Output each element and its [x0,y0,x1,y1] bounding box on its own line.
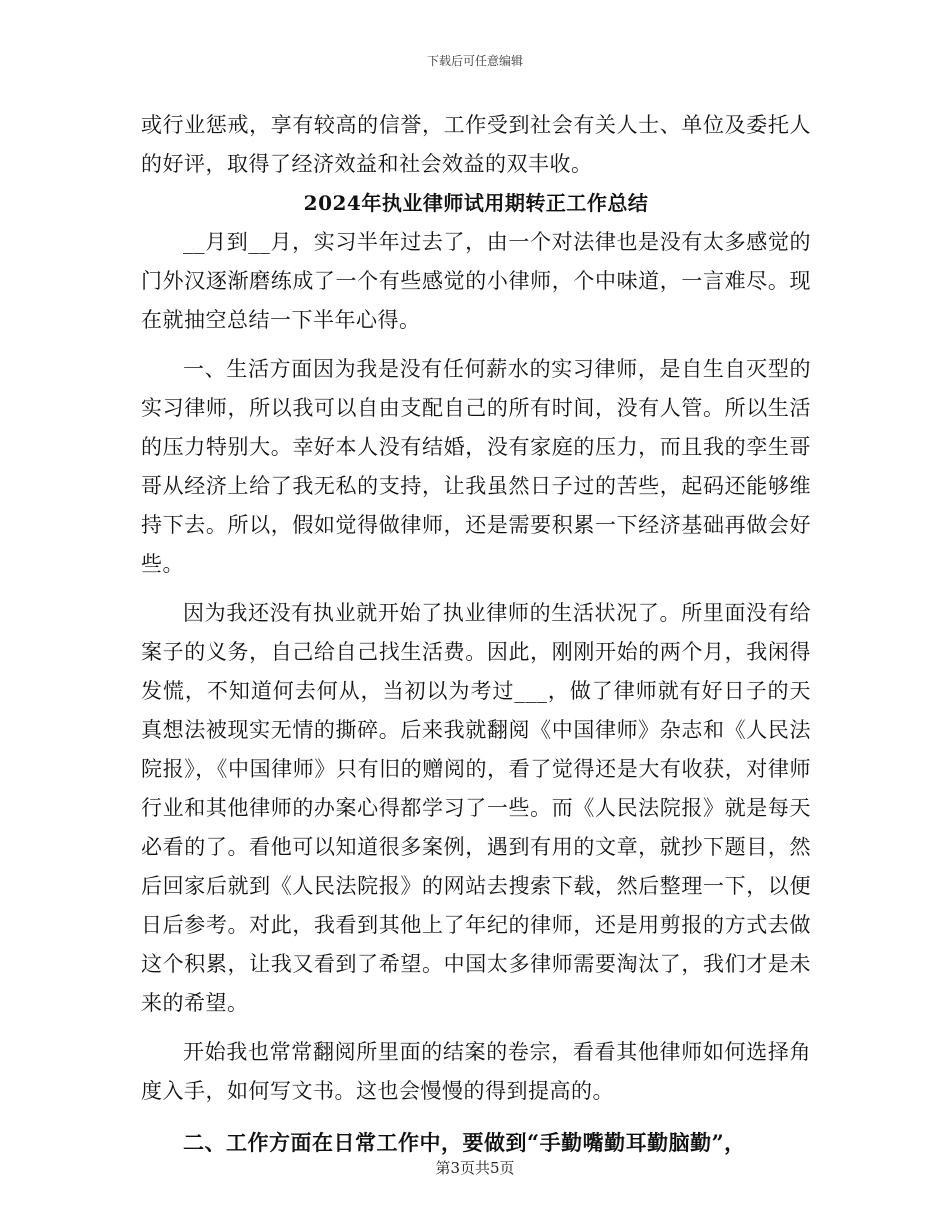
paragraph-life-aspect: 一、生活方面因为我是没有任何薪水的实习律师，是自生自灭型的实习律师，所以我可以自由支配自己的所有时间，没有人管。所以生活的压力特别大。幸好本人没有结婚，没有家庭的压力，而且我的孪生哥哥从经济上给了我无私的支持，让我虽然日子过的苦些，起码还能够维持下去。所以，假如觉得做律师，还是需要积累一下经济基础再做会好些。 [141,357,811,576]
intro-tail-paragraph: 或行业惩戒，享有较高的信誉，工作受到社会有关人士、单位及委托人的好评，取得了经济效益和社会效益的双丰收。 [141,113,811,176]
document-body [141,106,811,1162]
section-two-heading: 二、工作方面在日常工作中，要做到“手勤嘴勤耳勤脑勤”， [183,1130,746,1155]
document-title: 2024年执业律师试用期转正工作总结 [303,191,649,215]
page-number: 第3页共5页 [435,1159,515,1177]
page-header-note: 下载后可任意编辑 [426,54,523,68]
paragraph-case-files: 开始我也常常翻阅所里面的结案的卷宗，看看其他律师如何选择角度入手，如何写文书。这也会慢慢的得到提高的。 [141,1040,811,1103]
paragraph-practice-status: 因为我还没有执业就开始了执业律师的生活状况了。所里面没有给案子的义务，自己给自己找生活费。因此，刚刚开始的两个月，我闲得发慌，不知道何去何从，当初以为考过___，做了律师就有好日子的天真想法被现实无情的撕碎。后来我就翻阅《中国律师》杂志和《人民法院报》，《中国律师》只有旧的赠阅的，看了觉得还是大有收获，对律师行业和其他律师的办案心得都学习了一些。而《人民法院报》就是每天必看的了。看他可以知道很多案例，遇到有用的文章，就抄下题目，然后回家后就到《人民法院报》的网站去搜索下载，然后整理一下，以便日后参考。对此，我看到其他上了年纪的律师，还是用剪报的方式去做这个积累，让我又看到了希望。中国太多律师需要淘汰了，我们才是未来的希望。 [141,601,811,1015]
paragraph-opening: __月到__月，实习半年过去了，由一个对法律也是没有太多感觉的门外汉逐渐磨练成了一个有些感觉的小律师，个中味道，一言难尽。现在就抽空总结一下半年心得。 [141,230,811,332]
